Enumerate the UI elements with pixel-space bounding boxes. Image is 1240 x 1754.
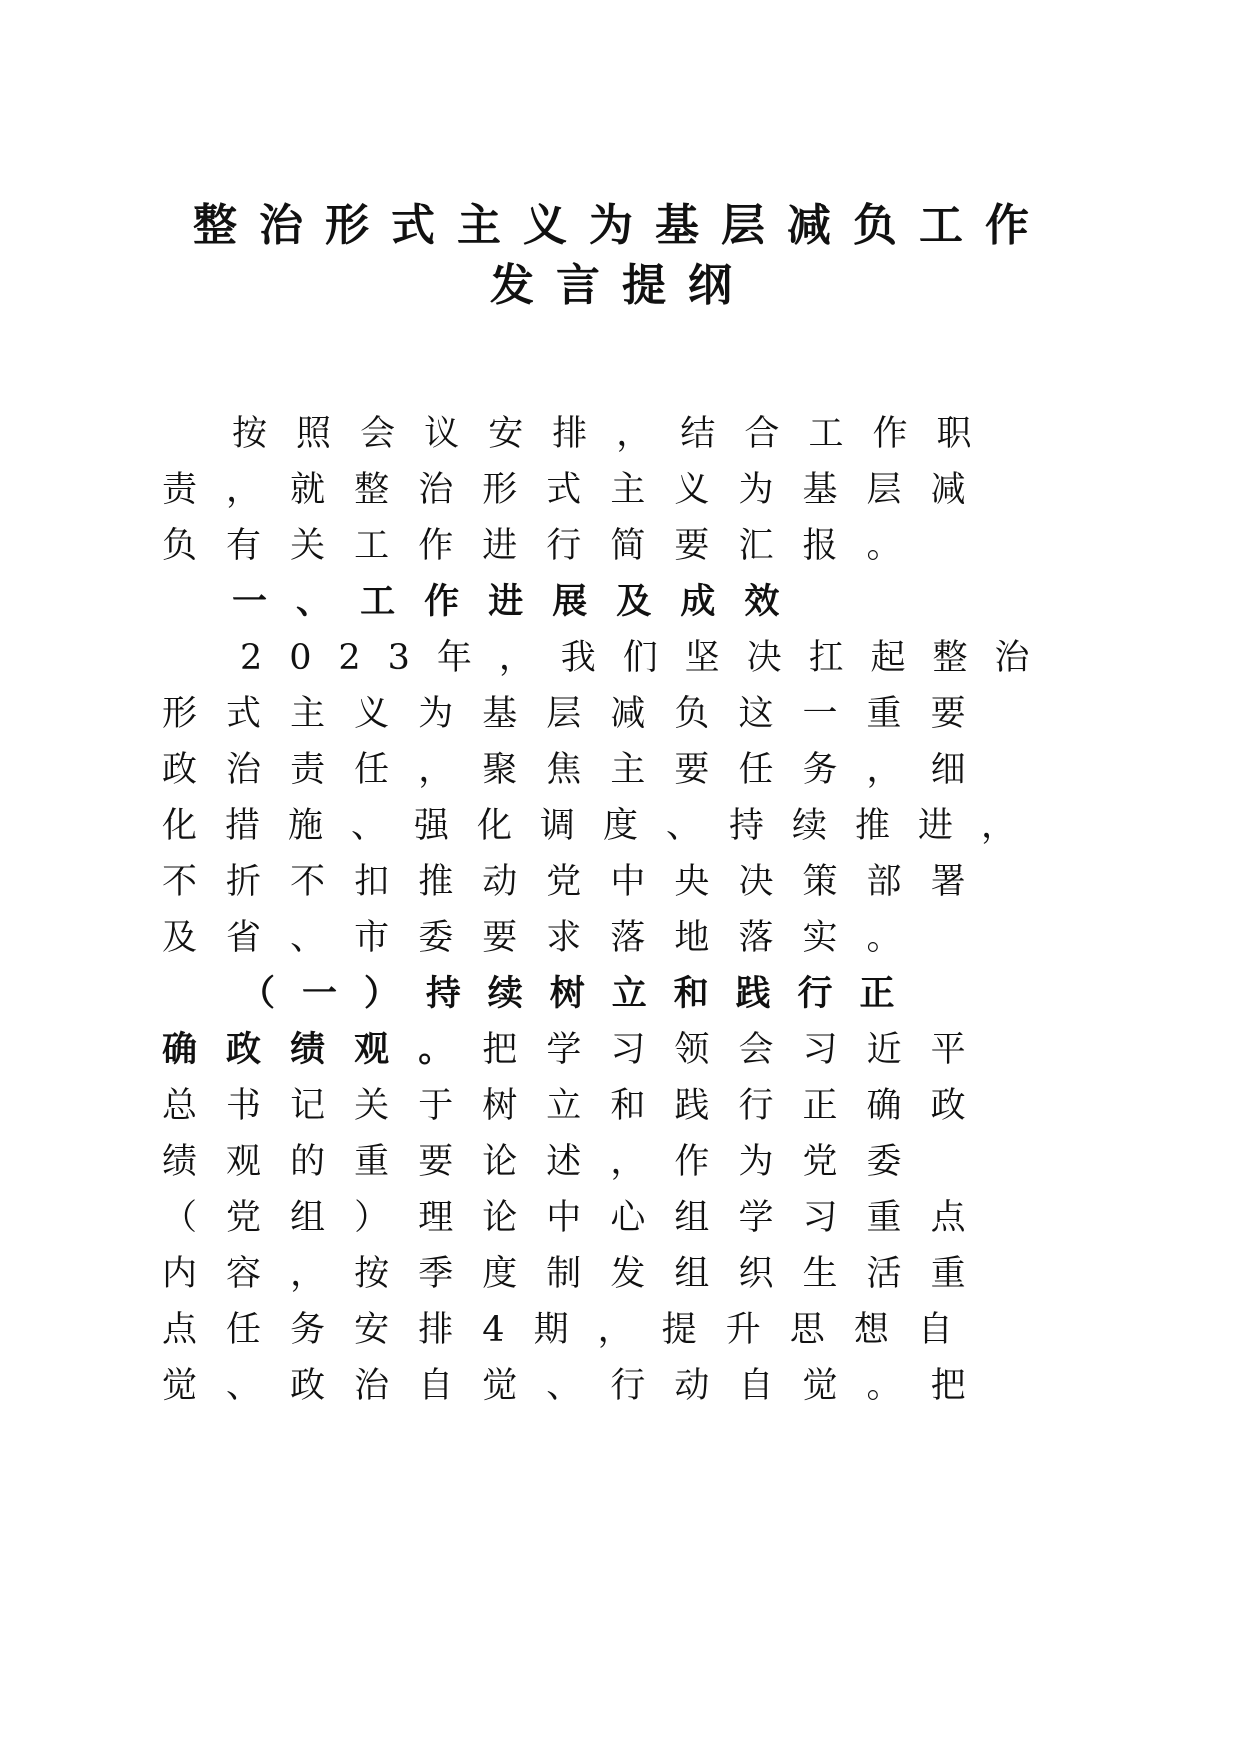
sub-heading-1-continuation-line	[162, 1019, 995, 1081]
paragraph-line-6: 形式主义为基层减负这一重要	[162, 694, 995, 734]
paragraph-line-5: 2023年，我们坚决扛起整治	[240, 638, 1057, 678]
sub-heading-1-tail: 把学习领会习近平	[482, 1030, 995, 1070]
document-body	[162, 403, 1057, 1406]
section-heading-1: 一、工作进展及成效	[232, 581, 809, 622]
body-line-5: 点任务安排4期，提升思想自	[162, 1310, 982, 1350]
paragraph-line-3: 负有关工作进行简要汇报。	[162, 526, 931, 566]
paragraph-line-7: 政治责任，聚焦主要任务，细	[162, 750, 995, 790]
sub-heading-1-continuation: 确政绩观。	[162, 1029, 483, 1070]
document-title-line-1: 整治形式主义为基层减负工作	[193, 200, 1051, 251]
body-line-2: 绩观的重要论述，作为党委	[162, 1142, 931, 1182]
paragraph-line-9: 不折不扣推动党中央决策部署	[162, 862, 995, 902]
sub-heading-1: （一）持续树立和践行正	[240, 973, 922, 1014]
paragraph-line-1: 按照会议安排，结合工作职	[232, 414, 1001, 454]
paragraph-line-8: 化措施、强化调度、持续推进，	[162, 806, 1045, 846]
body-line-1: 总书记关于树立和践行正确政	[162, 1086, 995, 1126]
body-line-3: （党组）理论中心组学习重点	[162, 1198, 995, 1238]
body-line-4: 内容，按季度制发组织生活重	[162, 1254, 995, 1294]
document-title-line-2: 发言提纲	[490, 260, 754, 311]
paragraph-line-10: 及省、市委要求落地落实。	[162, 918, 931, 958]
body-line-6: 觉、政治自觉、行动自觉。把	[162, 1366, 995, 1406]
paragraph-line-2: 责，就整治形式主义为基层减	[162, 470, 995, 510]
